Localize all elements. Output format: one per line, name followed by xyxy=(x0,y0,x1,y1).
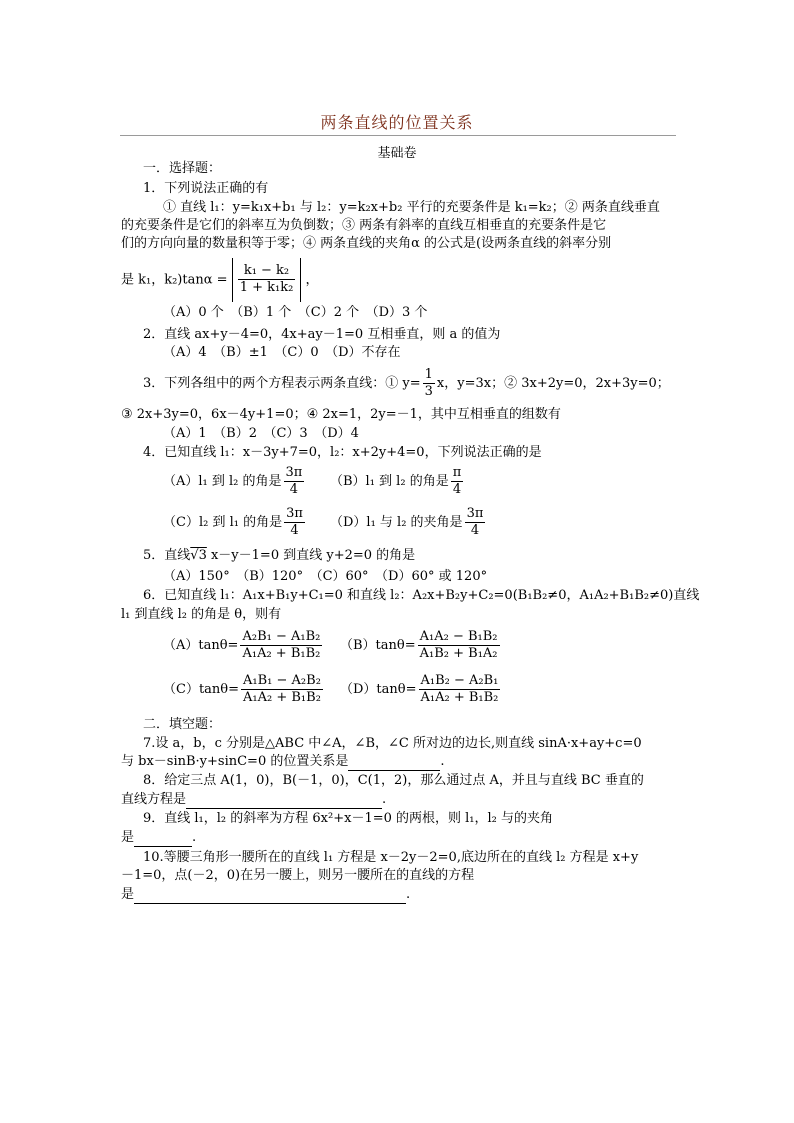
q6-b-num: A₁A₂ − B₁B₂ xyxy=(419,629,498,644)
q6-d-den: A₁A₂ + B₁B₂ xyxy=(420,690,499,705)
q4-c-label: （C）l₂ 到 l₁ 的角是 xyxy=(163,515,283,530)
q6-b-label: （B）tanθ= xyxy=(340,638,416,653)
q3-line2: ③ 2x+3y=0，6x－4y+1=0；④ 2x=1，2y=－1，其中互相垂直的组数有 xyxy=(121,407,561,422)
q2-stem: 2．直线 ax+y－4=0，4x+ay－1=0 互相垂直，则 a 的值为 xyxy=(143,327,501,342)
q7-line2 xyxy=(121,753,445,771)
q6-a-num: A₂B₁ − A₁B₂ xyxy=(242,629,321,644)
q6-c-den: A₁A₂ + B₁B₂ xyxy=(243,690,321,705)
q6-a-label: （A）tanθ= xyxy=(163,638,239,653)
q8-line2-text: 直线方程是 xyxy=(121,792,187,807)
q10-line2: －1=0，点(－2，0)在另一腰上，则另一腰所在的直线的方程 xyxy=(121,868,475,883)
q6-option-b xyxy=(340,628,502,664)
q4-b-num: π xyxy=(452,465,462,480)
q10-answer-blank[interactable] xyxy=(134,889,406,904)
q3-frac-den: 3 xyxy=(424,384,433,399)
q5-prefix: 5．直线 xyxy=(143,548,191,563)
q1-line4-prefix: 是 k₁，k₂)tanα = xyxy=(121,272,228,288)
q3-line1 xyxy=(143,366,670,402)
q8-line1: 8．给定三点 A(1，0)，B(－1，0)，C(1，2)，那么通过点 A，并且与直线 BC 垂直的 xyxy=(143,773,644,788)
q6-option-d xyxy=(340,672,502,708)
q6-option-c xyxy=(163,672,325,708)
q7-answer-blank[interactable] xyxy=(348,756,440,771)
q4-option-c xyxy=(163,505,307,541)
q5-stem xyxy=(143,547,415,565)
q4-option-b xyxy=(330,464,465,500)
q4-option-a xyxy=(163,464,306,500)
q10-line3-text: 是 xyxy=(121,887,135,902)
q6-c-num: A₁B₁ − A₂B₂ xyxy=(243,673,321,688)
q8-line2 xyxy=(121,791,386,809)
title-divider xyxy=(120,135,676,136)
q5-suffix: x－y－1=0 到直线 y+2=0 的角是 xyxy=(206,548,416,563)
q4-b-label: （B）l₁ 到 l₂ 的角是 xyxy=(330,474,449,489)
q1-options: （A）0 个 （B）1 个 （C）2 个 （D）3 个 xyxy=(163,305,428,320)
q1-frac-den: 1 + k₁k₂ xyxy=(239,280,294,295)
q9-line1: 9．直线 l₁，l₂ 的斜率为方程 6x²+x－1=0 的两根，则 l₁，l₂ 与的夹角 xyxy=(143,811,554,826)
q1-frac-num: k₁ − k₂ xyxy=(238,263,296,280)
q5-root: √3 xyxy=(190,548,207,563)
q6-b-den: A₁B₂ + B₁A₂ xyxy=(419,646,498,661)
q9-line2 xyxy=(121,829,196,847)
q4-a-label: （A）l₁ 到 l₂ 的角是 xyxy=(163,474,282,489)
q1-stem: 1．下列说法正确的有 xyxy=(143,181,269,196)
q6-a-den: A₁A₂ + B₁B₂ xyxy=(242,646,321,661)
q3-frac-num: 1 xyxy=(424,367,433,382)
q10-line3 xyxy=(121,886,410,904)
q8-period: . xyxy=(382,792,387,807)
q1-line4 xyxy=(121,258,318,303)
page-subtitle: 基础卷 xyxy=(377,146,417,161)
q7-line1: 7.设 a，b，c 分别是△ABC 中∠A，∠B，∠C 所对边的边长,则直线 sinA·x+ay+c=0 xyxy=(143,736,642,751)
q1-line4-suffix: ， xyxy=(305,272,319,288)
q7-period: . xyxy=(440,754,445,769)
q10-line1: 10.等腰三角形一腰所在的直线 l₁ 方程是 x－2y－2=0,底边所在的直线 l₂ 方程是 x+y xyxy=(143,850,639,865)
q3-options: （A）1 （B）2 （C）3 （D）4 xyxy=(163,426,359,441)
q4-d-label: （D）l₁ 与 l₂ 的夹角是 xyxy=(330,515,463,530)
q4-d-num: 3π xyxy=(466,506,484,521)
q1-line1: ① 直线 l₁：y=k₁x+b₁ 与 l₂：y=k₂x+b₂ 平行的充要条件是 k₁=k₂；② 两条直线垂直 xyxy=(163,200,660,215)
q4-c-den: 4 xyxy=(290,523,299,538)
q9-period: . xyxy=(192,830,197,845)
section-choice-heading: 一．选择题： xyxy=(143,161,222,176)
q7-line2-text: 与 bx－sinB·y+sinC=0 的位置关系是 xyxy=(121,754,349,769)
q6-c-label: （C）tanθ= xyxy=(163,682,240,697)
q6-option-a xyxy=(163,628,324,664)
q6-line1: 6．已知直线 l₁：A₁x+B₁y+C₁=0 和直线 l₂：A₂x+B₂y+C₂=0(B₁B₂≠0，A₁A₂+B₁B₂≠0)直线 xyxy=(143,588,700,603)
q4-stem: 4．已知直线 l₁：x－3y+7=0，l₂：x+2y+4=0，下列说法正确的是 xyxy=(143,445,542,460)
q4-option-d xyxy=(330,505,487,541)
q2-options: （A）4 （B）±1 （C）0 （D）不存在 xyxy=(163,345,401,360)
q9-line2-text: 是 xyxy=(121,830,135,845)
q6-d-label: （D）tanθ= xyxy=(340,682,417,697)
page-title: 两条直线的位置关系 xyxy=(320,113,474,132)
q6-d-num: A₁B₂ − A₂B₁ xyxy=(420,673,499,688)
q1-line3: 们的方向向量的数量积等于零；④ 两条直线的夹角α 的公式是(设两条直线的斜率分别 xyxy=(121,236,612,251)
q8-answer-blank[interactable] xyxy=(186,794,382,809)
q3-suffix: x，y=3x；② 3x+2y=0，2x+3y=0； xyxy=(436,376,670,391)
q4-d-den: 4 xyxy=(470,523,480,538)
q3-prefix: 3．下列各组中的两个方程表示两条直线：① y= xyxy=(143,376,421,391)
q5-options: （A）150° （B）120° （C）60° （D）60° 或 120° xyxy=(163,569,488,584)
q4-a-den: 4 xyxy=(289,482,299,497)
section-fill-heading: 二．填空题： xyxy=(143,717,222,732)
q6-line2: l₁ 到直线 l₂ 的角是 θ，则有 xyxy=(121,607,282,622)
q4-b-den: 4 xyxy=(452,482,462,497)
q4-c-num: 3π xyxy=(286,506,303,521)
q4-a-num: 3π xyxy=(285,465,303,480)
q9-answer-blank[interactable] xyxy=(134,832,192,847)
q1-abs-fraction xyxy=(232,258,302,302)
q10-period: . xyxy=(406,887,411,902)
q1-line2: 的充要条件是它们的斜率互为负倒数；③ 两条有斜率的直线互相垂直的充要条件是它 xyxy=(121,218,607,233)
